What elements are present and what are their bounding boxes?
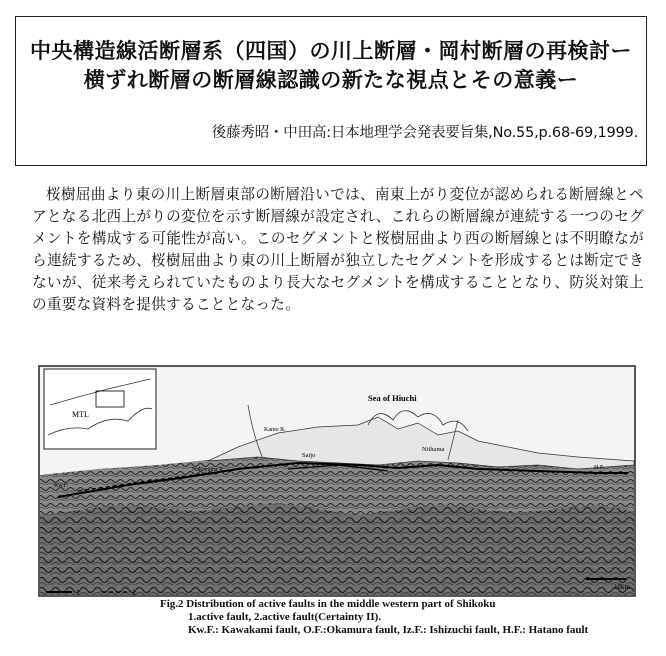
title-line-1: 中央構造線活断層系（四国）の川上断層・岡村断層の再検討ー bbox=[30, 39, 632, 63]
legend-label-1: 1 bbox=[76, 588, 80, 597]
caption-line-2: 1.active fault, 2.active fault(Certainty II). bbox=[188, 611, 382, 623]
legend-symbols bbox=[44, 585, 154, 599]
inset-label: MTL bbox=[72, 410, 89, 419]
fault-label-kawakami: Kw.F. bbox=[54, 483, 69, 489]
title-line-2: 横ずれ断層の断層線認識の新たな視点とその意義ー bbox=[83, 68, 579, 92]
fault-map-figure bbox=[38, 365, 636, 597]
title-box bbox=[15, 16, 647, 166]
scale-label: 10km bbox=[614, 583, 630, 591]
fault-map bbox=[38, 365, 636, 597]
caption-line-3: Kw.F.: Kawakami fault, O.F.:Okamura fault, Iz.F.: Ishizuchi fault, H.F.: Hatano fault bbox=[188, 624, 589, 636]
place-label-kamo: Kamo R. bbox=[264, 427, 286, 433]
fault-label-hatano: H.F. bbox=[594, 465, 605, 471]
caption-line-1: Fig.2 Distribution of active faults in the middle western part of Shikoku bbox=[160, 598, 496, 610]
terrain-dense bbox=[40, 503, 634, 595]
body-paragraph: 桜樹屈曲より東の川上断層東部の断層沿いでは、南東上がり変位が認められる断層線とペアとなる北西上がりの変位を示す断層線が設定され、これらの断層線が連続する一つのセグメントを構成する可能性が高い。このセグメントと桜樹屈曲より西の断層線とは不明瞭ながら連続するため、桜樹屈曲より東の川上断層が独立したセグメントを形成するとは断定できないが、従来考えられていたものより長大なセグメントを構成することとなり、防災対策上の重要な資料を提供することとなった。 bbox=[32, 186, 644, 313]
citation: 後藤秀昭・中田高:日本地理学会発表要旨集,No.55,p.68-69,1999. bbox=[211, 125, 638, 141]
inset-map bbox=[44, 369, 156, 449]
sea-label: Sea of Hiuchi bbox=[368, 393, 417, 403]
legend-label-2: 2 bbox=[132, 588, 136, 597]
map-legend bbox=[44, 585, 154, 601]
figure-caption bbox=[160, 598, 588, 637]
place-label-saijo: Saijo bbox=[302, 452, 316, 459]
place-label-nakayama: Nakayama R. bbox=[192, 467, 225, 473]
place-label-niihama: Niihama bbox=[422, 446, 445, 453]
